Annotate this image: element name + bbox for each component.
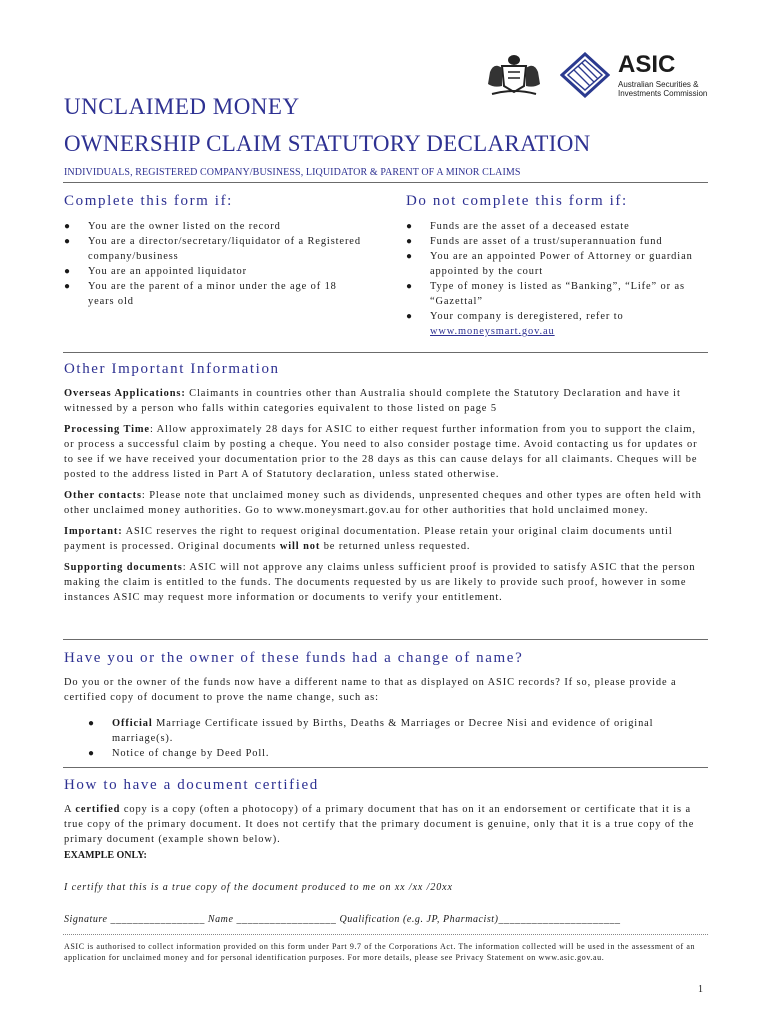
page-subtitle: OWNERSHIP CLAIM STATUTORY DECLARATION <box>64 131 591 156</box>
not-complete-list <box>406 219 706 339</box>
important-paragraph: Important: ASIC reserves the right to request original documentation. Please retain your original claim documents until payment is processed. Original documents will not be returned unless requested. <box>64 526 673 552</box>
supporting-paragraph: Supporting documents: ASIC will not approve any claims unless sufficient proof is provided to satisfy ASIC that the person making the claim is entitled to the funds. The documents requested by us are likely to provide such proof, however in some instances ASIC may request more information or documents to verify your entitlement. <box>64 562 696 603</box>
list-item: ● Funds are the asset of a deceased estate <box>406 221 630 232</box>
moneysmart-link[interactable]: www.moneysmart.gov.au <box>430 326 555 337</box>
certified-body: A certified copy is a copy (often a photocopy) of a primary document that has on it an endorsement or certificate that it is a true copy of the primary document. It does not certify that the primary document is genuine, only that it is a true copy of the primary document (example shown below). <box>64 804 695 845</box>
asic-wordmark: ASIC <box>618 51 676 78</box>
list-item: ● Notice of change by Deed Poll. <box>88 748 270 759</box>
page-title: UNCLAIMED MONEY <box>64 94 300 119</box>
list-item: ● You are the parent of a minor under the age of 18 years old <box>64 281 337 307</box>
divider <box>63 182 708 183</box>
example-signature-line: Signature _________________ Name __________________ Qualification (e.g. JP, Pharmacist)______________________ <box>64 914 621 925</box>
divider <box>63 767 708 768</box>
page-number: 1 <box>698 984 703 995</box>
complete-heading: Complete this form if: <box>64 193 233 209</box>
not-complete-heading: Do not complete this form if: <box>406 193 628 209</box>
list-item: ● Type of money is listed as “Banking”, “Life” or as “Gazettal” <box>406 281 685 307</box>
name-change-list <box>88 716 708 761</box>
overseas-paragraph: Overseas Applications: Claimants in countries other than Australia should complete the Statutory Declaration and have it witnessed by a person who falls within categories equivalent to those listed on page 5 <box>64 388 681 414</box>
asic-subtitle-line-1: Australian Securities & <box>618 80 699 89</box>
list-item: ● You are an appointed liquidator <box>64 266 248 277</box>
certified-heading: How to have a document certified <box>64 777 319 793</box>
asic-subtitle-line-2: Investments Commission <box>618 89 708 98</box>
asic-logo-diamond <box>560 52 610 98</box>
list-item: ● Official Marriage Certificate issued by Births, Deaths & Marriages or Decree Nisi and evidence of original marriage(s). <box>88 718 654 744</box>
page-tagline: INDIVIDUALS, REGISTERED COMPANY/BUSINESS, LIQUIDATOR & PARENT OF A MINOR CLAIMS <box>64 167 521 178</box>
list-item: ● Funds are asset of a trust/superannuation fund <box>406 236 663 247</box>
info-heading: Other Important Information <box>64 361 280 377</box>
list-item: ● You are an appointed Power of Attorney or guardian appointed by the court <box>406 251 693 277</box>
example-label: EXAMPLE ONLY: <box>64 850 147 861</box>
divider <box>63 352 708 353</box>
privacy-notice: ASIC is authorised to collect information provided on this form under Part 9.7 of the Corporations Act. The information collected will be used in the assessment of an application for unclaimed money and for personal identification purposes. For more details, please see Privacy Statement on www.asic.gov.au. <box>64 942 696 962</box>
name-change-heading: Have you or the owner of these funds had a change of name? <box>64 650 524 666</box>
divider <box>63 639 708 640</box>
list-item: ● You are a director/secretary/liquidator of a Registered company/business <box>64 236 361 262</box>
example-certification-line: I certify that this is a true copy of the document produced to me on xx /xx /20xx <box>64 882 453 893</box>
info-body <box>64 386 709 605</box>
list-item: ● Your company is deregistered, refer to www.moneysmart.gov.au <box>406 311 624 337</box>
name-change-intro: Do you or the owner of the funds now have a different name to that as displayed on ASIC records? If so, please provide a certified copy of document to prove the name change, such as: <box>64 677 677 703</box>
contacts-paragraph: Other contacts: Please note that unclaimed money such as dividends, unpresented cheques and other types are often held with other unclaimed money authorities. Go to www.moneysmart.gov.au for other authorities that hold unclaimed money. <box>64 490 702 516</box>
list-item: ● You are the owner listed on the record <box>64 221 281 232</box>
coat-of-arms-logo <box>482 50 546 98</box>
complete-list <box>64 219 364 309</box>
processing-paragraph: Processing Time: Allow approximately 28 days for ASIC to either request further information from you to support the claim, or process a successful claim by posting a cheque. You need to also consider postage time. Avoid contacting us for updates or to see if we have received your documentation prior to the 28 days as this can cause delays for all claimants. Cheques will be posted to the address listed in Part A of Statutory declaration, unless stated otherwise. <box>64 424 698 480</box>
divider <box>63 934 708 935</box>
